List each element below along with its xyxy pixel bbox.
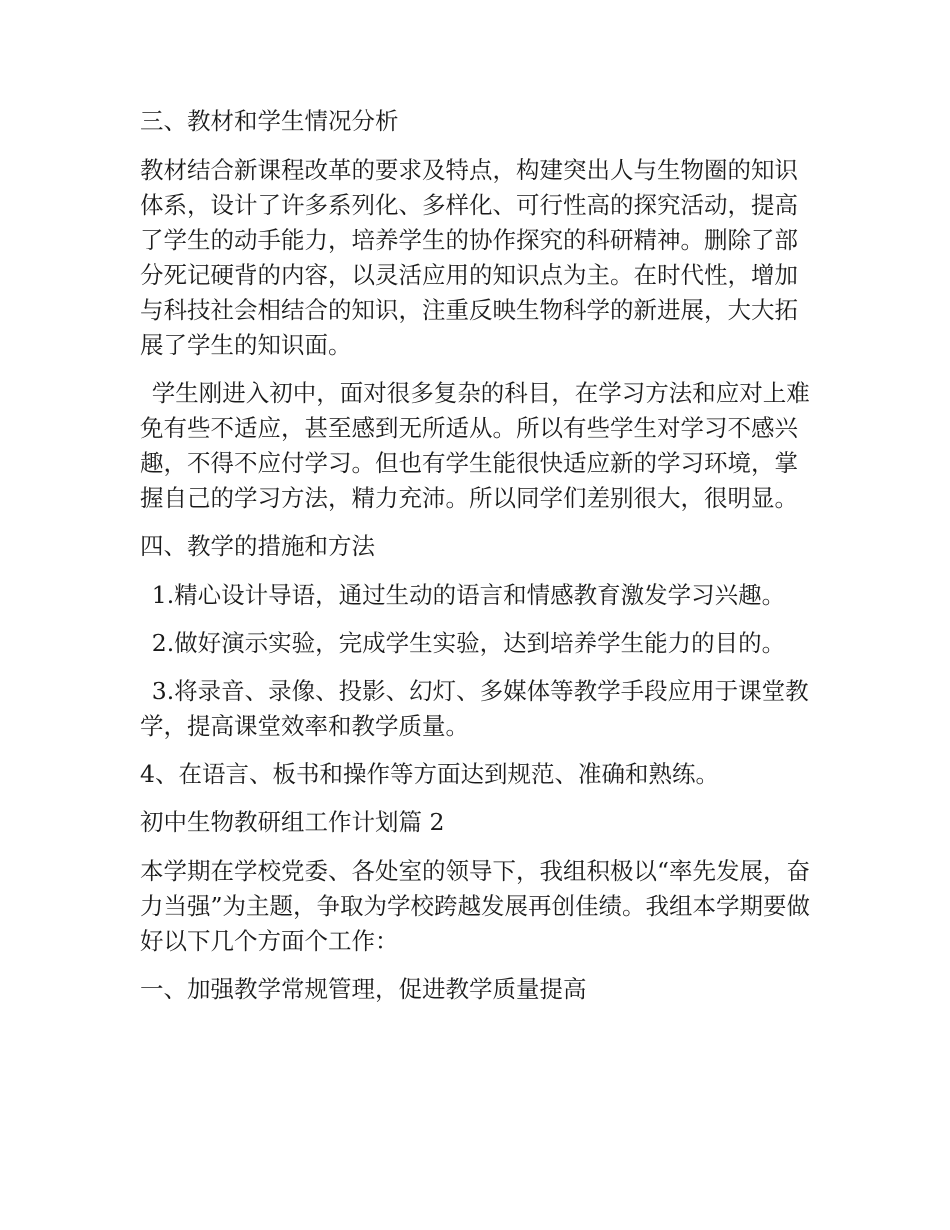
list-item-2: 2.做好演示实验，完成学生实验，达到培养学生能力的目的。 [151,629,786,657]
list-item-3: 3.将录音、录像、投影、幻灯、多媒体等教学手段应用于课堂教学，提高课堂效率和教学质量。 [140,677,809,740]
section-heading-analysis: 三、教材和学生情况分析 [140,107,399,135]
paragraph-intro-part-2: 本学期在学校党委、各处室的领导下，我组积极以“率先发展，奋力当强”为主题，争取为学校跨越发展再创佳绩。我组本学期要做好以下几个方面个工作： [140,857,811,955]
document-page [140,104,815,1021]
section-heading-methods: 四、教学的措施和方法 [140,532,375,560]
list-item-4: 4、在语言、板书和操作等方面达到规范、准确和熟练。 [140,760,719,788]
section-heading-management: 一、加强教学常规管理，促进教学质量提高 [140,975,587,1003]
paragraph-students: 学生刚进入初中，面对很多复杂的科目，在学习方法和应对上难免有些不适应，甚至感到无所适从。所以有些学生对学习不感兴趣，不得不应付学习。但也有学生能很快适应新的学习环境，掌握自己的学习方法，精力充沛。所以同学们差别很大，很明显。 [140,379,810,512]
list-item-1: 1.精心设计导语，通过生动的语言和情感教育激发学习兴趣。 [151,581,786,609]
article-title-part-2: 初中生物教研组工作计划篇 2 [140,808,445,836]
paragraph-textbook: 教材结合新课程改革的要求及特点，构建突出人与生物圈的知识体系，设计了许多系列化、多样化、可行性高的探究活动，提高了学生的动手能力，培养学生的协作探究的科研精神。删除了部分死记硬背的内容，以灵活应用的知识点为主。在时代性，增加与科技社会相结合的知识，注重反映生物科学的新进展，大大拓展了学生的知识面。 [140,156,798,359]
